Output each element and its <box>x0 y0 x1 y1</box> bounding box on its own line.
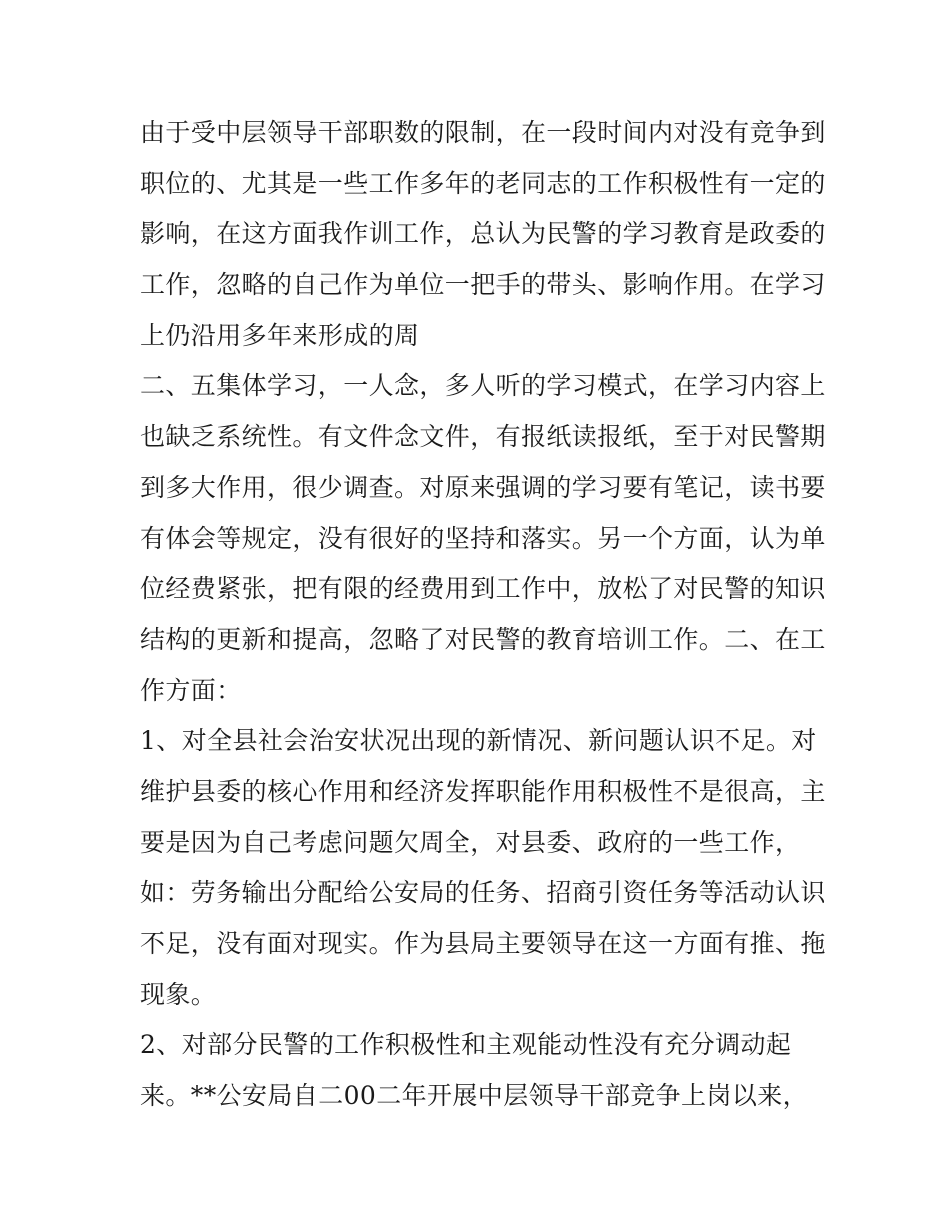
text-line: 作方面： <box>140 675 242 705</box>
text-line: 上仍沿用多年来形成的周 <box>140 320 420 350</box>
text-line: 到多大作用，很少调查。对原来强调的学习要有笔记，读书要 <box>140 472 826 502</box>
text-line: 如：劳务输出分配给公安局的任务、招商引资任务等活动认识 <box>140 878 826 908</box>
text-line: 由于受中层领导干部职数的限制，在一段时间内对没有竞争到 <box>140 118 826 147</box>
text-line: 1、对全县社会治安状况出现的新情况、新问题认识不足。对 <box>140 726 817 756</box>
text-line: 影响，在这方面我作训工作，总认为民警的学习教育是政委的 <box>140 219 826 249</box>
text-line: 来。**公安局自二00二年开展中层领导干部竞争上岗以来， <box>140 1081 809 1111</box>
text-line: 不足，没有面对现实。作为县局主要领导在这一方面有推、拖 <box>140 929 826 958</box>
text-line: 有体会等规定，没有很好的坚持和落实。另一个方面，认为单 <box>140 523 826 553</box>
text-line: 2、对部分民警的工作积极性和主观能动性没有充分调动起 <box>140 1030 792 1060</box>
text-line: 结构的更新和提高，忽略了对民警的教育培训工作。二、在工 <box>140 624 826 654</box>
document-body <box>140 108 826 1122</box>
text-line: 要是因为自己考虑问题欠周全，对县委、政府的一些工作， <box>140 827 801 857</box>
text-line: 也缺乏系统性。有文件念文件，有报纸读报纸，至于对民警期 <box>140 422 826 452</box>
text-line: 二、五集体学习，一人念，多人听的学习模式，在学习内容上 <box>140 371 826 401</box>
text-line: 维护县委的核心作用和经济发挥职能作用积极性不是很高，主 <box>140 776 826 806</box>
text-line: 位经费紧张，把有限的经费用到工作中，放松了对民警的知识 <box>140 574 826 604</box>
text-line: 职位的、尤其是一些工作多年的老同志的工作积极性有一定的 <box>140 168 826 198</box>
text-line: 工作，忽略的自己作为单位一把手的带头、影响作用。在学习 <box>140 270 826 300</box>
text-line: 现象。 <box>140 979 217 1009</box>
